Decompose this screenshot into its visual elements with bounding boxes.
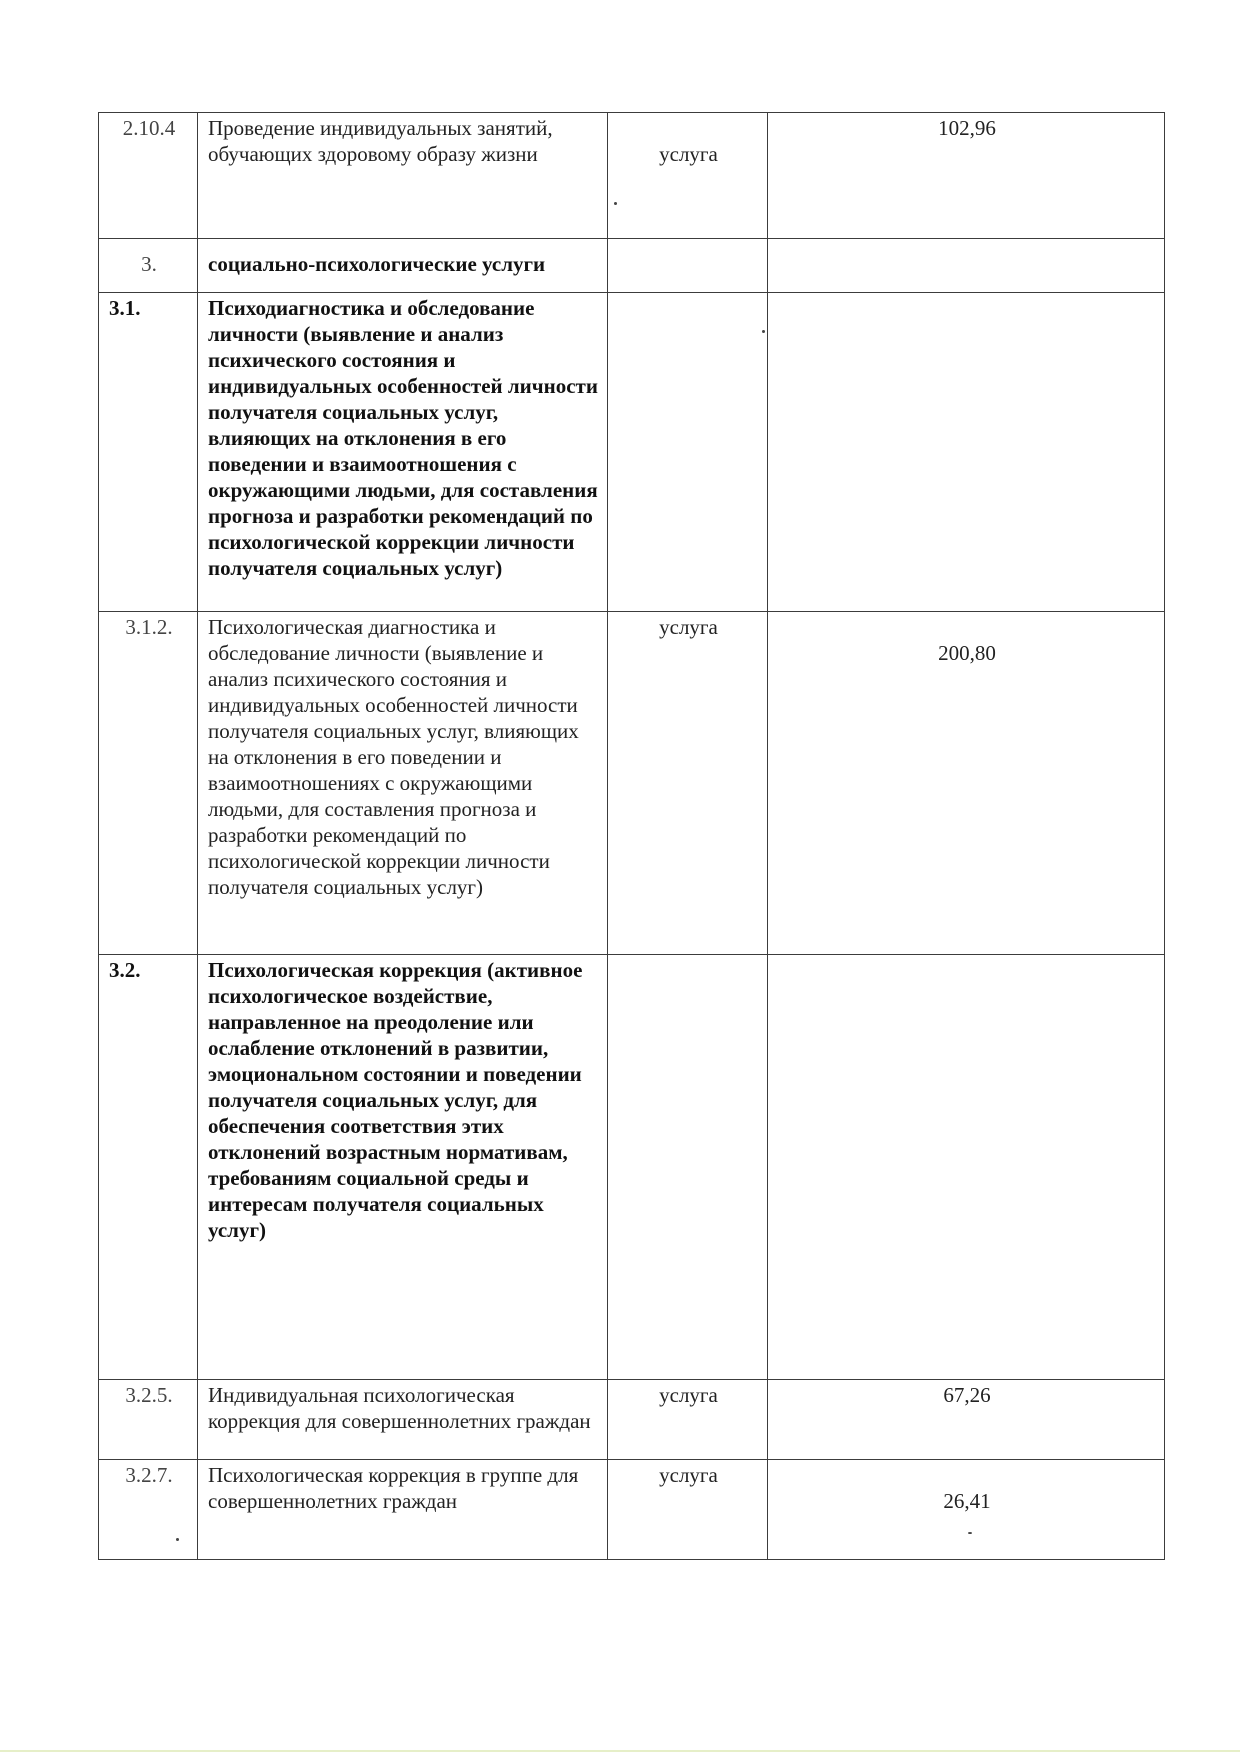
unit-of-measure: услуга bbox=[608, 612, 768, 955]
section-title: социально-психологические услуги bbox=[198, 239, 608, 293]
row-number: 3.2.5. bbox=[99, 1380, 198, 1460]
unit-of-measure bbox=[608, 293, 768, 612]
price-value: 102,96 bbox=[768, 113, 1165, 239]
row-number: 3.1. bbox=[99, 293, 198, 612]
table-row bbox=[99, 239, 1165, 293]
row-number: 2.10.4 bbox=[99, 113, 198, 239]
price-value: 200,80 bbox=[768, 612, 1165, 955]
unit-of-measure bbox=[608, 239, 768, 293]
table-row bbox=[99, 293, 1165, 612]
price-value: 67,26 bbox=[768, 1380, 1165, 1460]
price-value bbox=[768, 293, 1165, 612]
row-number: 3.1.2. bbox=[99, 612, 198, 955]
table-row bbox=[99, 955, 1165, 1380]
scan-edge bbox=[0, 1750, 1240, 1752]
row-number: 3.2.7. bbox=[99, 1460, 198, 1560]
table-row bbox=[99, 1460, 1165, 1560]
table-row bbox=[99, 612, 1165, 955]
scan-speck bbox=[762, 330, 765, 333]
unit-of-measure bbox=[608, 955, 768, 1380]
service-name: Проведение индивидуальных занятий, обучающих здоровому образу жизни bbox=[198, 113, 608, 239]
price-value bbox=[768, 955, 1165, 1380]
scan-speck bbox=[176, 1538, 179, 1541]
table-row bbox=[99, 1380, 1165, 1460]
table-row bbox=[99, 113, 1165, 239]
service-name: Психодиагностика и обследование личности (выявление и анализ психического состояния и индивидуальных особенностей личности получателя социальных услуг, влияющих на отклонения в его поведении и взаимоотношения с окружающими людьми, для составления прогноза и разработки рекомендаций по психологической коррекции личности получателя социальных услуг) bbox=[198, 293, 608, 612]
service-name: Психологическая коррекция (активное психологическое воздействие, направленное на преодоление или ослабление отклонений в развитии, эмоциональном состоянии и поведении получателя социальных услуг, для обеспечения соответствия этих отклонений возрастным нормативам, требованиям социальной среды и интересам получателя социальных услуг) bbox=[198, 955, 608, 1380]
unit-of-measure: услуга bbox=[608, 1380, 768, 1460]
service-name: Психологическая диагностика и обследование личности (выявление и анализ психического состояния и индивидуальных особенностей личности получателя социальных услуг, влияющих на отклонения в его поведении и взаимоотношениях с окружающими людьми, для составления прогноза и разработки рекомендаций по психологической коррекции личности получателя социальных услуг) bbox=[198, 612, 608, 955]
row-number: 3.2. bbox=[99, 955, 198, 1380]
unit-of-measure: услуга bbox=[608, 1460, 768, 1560]
price-value: 26,41 bbox=[768, 1460, 1165, 1560]
service-name: Индивидуальная психологическая коррекция для совершеннолетних граждан bbox=[198, 1380, 608, 1460]
scan-speck bbox=[968, 1532, 972, 1534]
scan-speck bbox=[614, 202, 617, 205]
service-name: Психологическая коррекция в группе для совершеннолетних граждан bbox=[198, 1460, 608, 1560]
services-tariff-table bbox=[98, 112, 1165, 1560]
row-number: 3. bbox=[99, 239, 198, 293]
price-value bbox=[768, 239, 1165, 293]
unit-of-measure: услуга bbox=[608, 113, 768, 239]
